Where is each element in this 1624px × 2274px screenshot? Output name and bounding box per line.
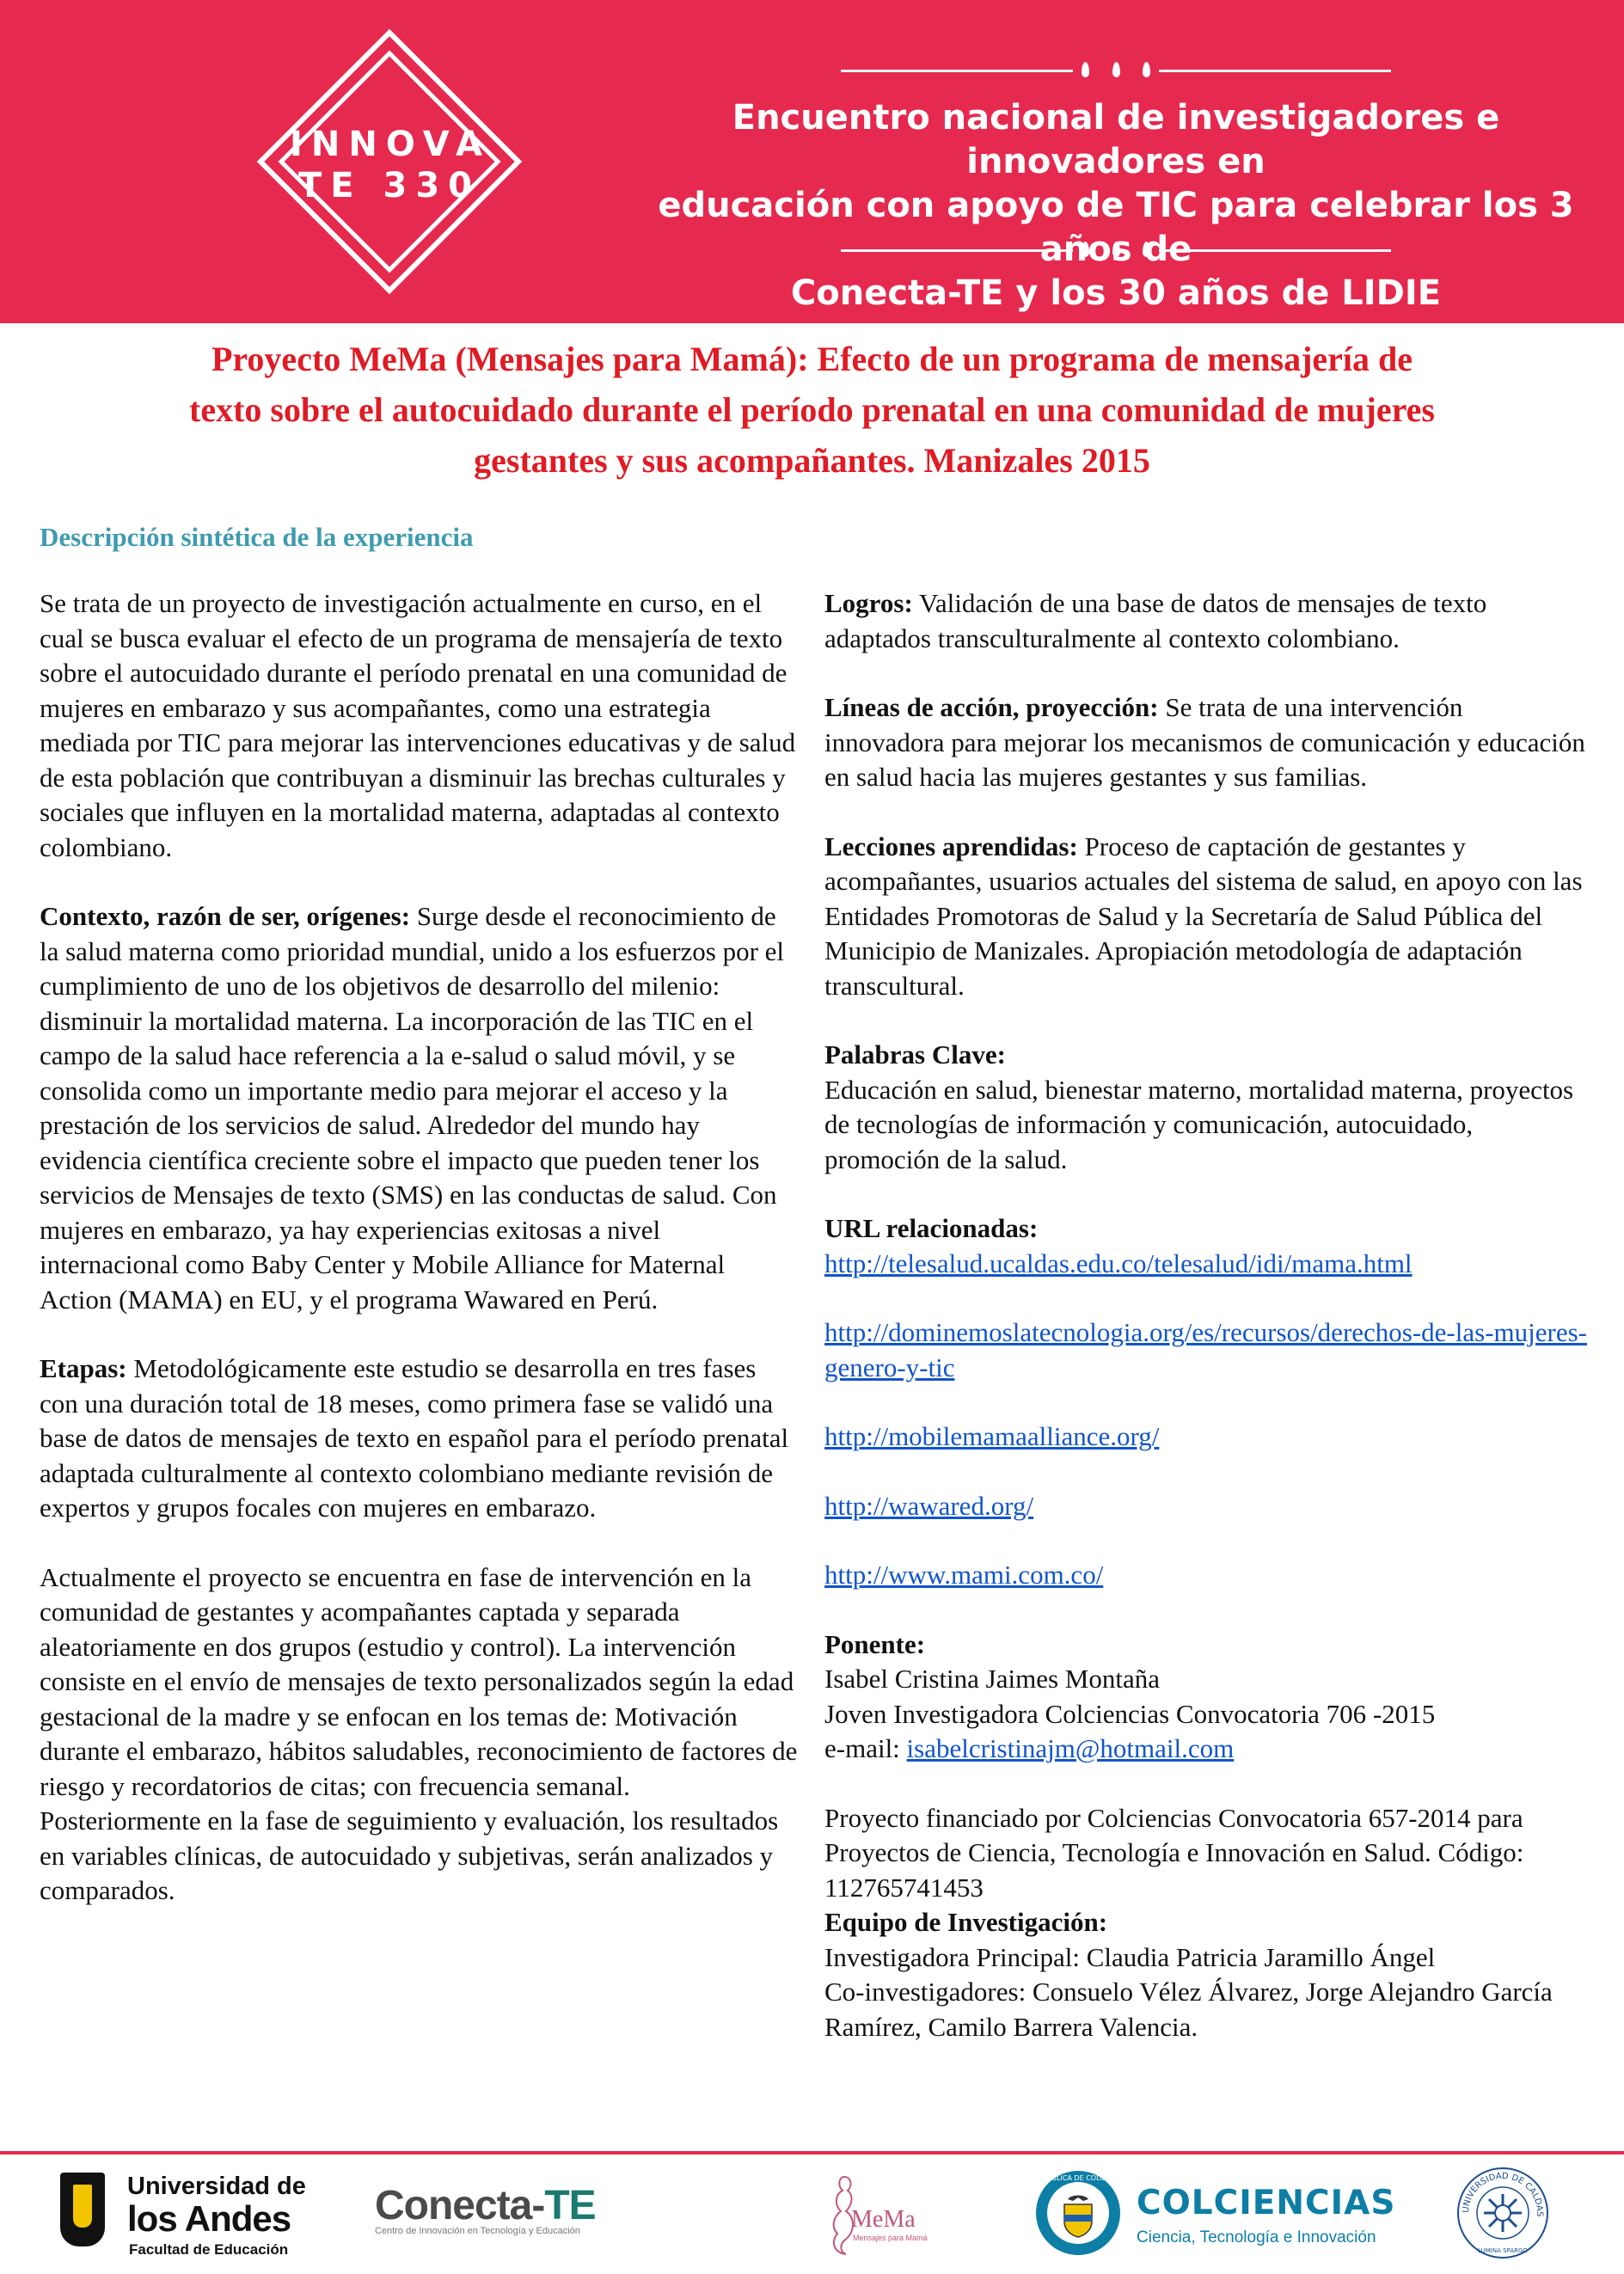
lessons-text: Proceso de captación de gestantes y acompañantes, usuarios actuales del sistema de salud, en apoyo con las Entidades Promotoras de Salud y la Secretaría de Salud Pública del Municipio de Manizales. Apropiación metodología de adaptación transcultural. [824,831,1583,1001]
speaker-label: Ponente: [824,1628,926,1659]
email-link[interactable]: isabelcristinajm@hotmail.com [906,1733,1235,1763]
colciencias-wordmark: COLCIENCIAS [1137,2184,1396,2222]
stages-text: Metodológicamente este estudio se desarrolla en tres fases con una duración total de 18 meses, como primera fase se validó una base de datos de mensajes de texto en español para el período prenatal adaptada culturalmente al contexto colombiano mediante revisión de expertos y grupos focales con mujeres en embarazo. [40,1353,789,1523]
conecta-text: Conecta- [375,2183,545,2228]
team-label: Equipo de Investigación: [824,1907,1108,1937]
lessons-paragraph [824,830,1588,1004]
keywords-text: Educación en salud, bienestar materno, mortalidad materna, proyectos de tecnologías de información y comunicación, autocuidado, promoción de la salud. [824,1074,1574,1174]
uniandes-logo [60,2173,318,2259]
keywords-paragraph [824,1038,1588,1177]
conecta-te-subtitle: Centro de Innovación en Tecnología y Educación [375,2226,580,2236]
left-column [40,586,798,1909]
stages-label: Etapas: [40,1353,127,1383]
uniandes-line1: Universidad de [127,2173,306,2200]
action-lines-paragraph [824,690,1588,795]
url-paragraph [824,1558,1588,1593]
decorative-divider-top [841,62,1391,79]
team-paragraph [824,1905,1588,2044]
logo-text-te330: TE 330 [297,166,481,205]
action-lines-text: Se trata de una intervención innovadora para mejorar los mecanismos de comunicación y educación en salud hacia las mujeres gestantes y sus familias. [824,692,1585,792]
current-phase-paragraph: Actualmente el proyecto se encuentra en fase de intervención en la comunidad de gestantes y acompañantes captada y separada aleatoriamente en dos grupos (estudio y control). La intervención consiste en el envío de mensajes de texto personalizados según la edad gestacional de la madre y se enfocan en los temas de: Motivación durante el embarazo, hábitos saludables, reconocimiento de factores de riesgo y recordatorios de citas; con frecuencia semanal. Posteriormente en la fase de seguimiento y evaluación, los resultados en variables clínicas, de autocuidado y subjetivas, serán analizados y comparados. [40,1561,798,1905]
mema-logo [825,2168,946,2258]
conecta-te-logo [375,2182,624,2242]
url-link[interactable]: http://wawared.org/ [824,1490,1034,1521]
colombia-coat-of-arms-icon [1033,2168,1123,2258]
speaker-role: Joven Investigadora Colciencias Convocatoria 706 -2015 [824,1698,1436,1729]
email-label: e-mail: [824,1733,907,1763]
funding-paragraph: Proyecto financiado por Colciencias Convocatoria 657-2014 para Proyectos de Ciencia, Tecnología e Innovación en Salud. Código: 112765741453 [824,1802,1524,1903]
context-text: Surge desde el reconocimiento de la salud materna como prioridad mundial, unido a los esfuerzos por el cumplimiento de uno de los objetivos de desarrollo del milenio: disminuir la mortalidad materna. La incorporación de las TIC en el campo de la salud hace referencia a la e-salud o salud móvil, y se consolida como un importante medio para mejorar el acceso y la prestación de los servicios de salud. Alrededor del mundo hay evidencia científica creciente sobre el impacto que pueden tener los servicios de Mensajes de texto (SMS) en las conductas de salud. Con mujeres en embarazo, ya hay experiencias exitosas a nivel internacional como Baby Center y Mobile Alliance for Maternal Action (MAMA) en EU, y el programa Wawared en Perú. [40,901,785,1315]
lessons-label: Lecciones aprendidas: [824,831,1078,861]
right-column [824,586,1588,2044]
speaker-paragraph [824,1627,1588,1767]
event-line: Encuentro nacional de investigadores e innovadores en [732,98,1500,181]
conecta-te-text: TE [544,2183,596,2228]
achievements-text: Validación de una base de datos de mensajes de texto adaptados transculturalmente al contexto colombiano. [824,588,1487,653]
uniandes-line3: Facultad de Educación [129,2241,289,2258]
footer-divider [0,2151,1624,2154]
url-paragraph [824,1315,1588,1385]
title-line: gestantes y sus acompañantes. Manizales 2015 [474,441,1150,480]
uniandes-line2: los Andes [127,2198,291,2239]
ucaldas-seal-icon [1456,2167,1549,2259]
mema-wordmark: MeMa [851,2206,916,2233]
event-line: Conecta-TE y los 30 años de LIDIE [790,273,1442,313]
uniandes-shield-icon [60,2173,105,2246]
decorative-divider-bottom [841,242,1391,259]
context-label: Contexto, razón de ser, orígenes: [40,901,411,931]
event-description [619,96,1613,316]
keywords-label: Palabras Clave: [824,1039,1006,1070]
context-paragraph [40,899,798,1317]
team-principal: Investigadora Principal: Claudia Patricia Jaramillo Ángel [824,1941,1436,1972]
url-paragraph [824,1419,1588,1455]
url-link[interactable]: http://www.mami.com.co/ [824,1560,1104,1590]
document-title [34,334,1590,486]
url-link[interactable]: http://telesalud.ucaldas.edu.co/telesalud/idi/mama.html [824,1247,1413,1278]
ucaldas-seal [1456,2167,1549,2259]
stages-paragraph [40,1352,798,1526]
title-line: texto sobre el autocuidado durante el período prenatal en una comunidad de mujeres [189,390,1435,429]
ucaldas-ring-text: UNIVERSIDAD DE CALDAS [1461,2171,1545,2217]
intro-paragraph: Se trata de un proyecto de investigación actualmente en curso, en el cual se busca evaluar el efecto de un programa de mensajería de texto sobre el autocuidado durante el período prenatal en una comunidad de mujeres en embarazo y sus acompañantes, como una estrategia mediada por TIC para mejorar las intervenciones educativas y de salud de esta población que contribuyan a disminuir las brechas culturales y sociales que influyen en la mortalidad materna, adaptadas al contexto colombiano. [40,588,796,862]
colciencias-logo [1033,2168,1396,2258]
achievements-label: Logros: [824,588,913,618]
logo-text-innova: INNOVA [290,125,491,164]
event-line: educación con apoyo de TIC para celebrar los 3 de [658,186,1574,269]
colombia-ring-text: REPÚBLICA DE COLOMBIA [1033,2174,1123,2182]
speaker-name: Isabel Cristina Jaimes Montaña [824,1664,1160,1694]
ucaldas-motto: LUMINA SPARGO [1478,2247,1528,2254]
urls-paragraph [824,1211,1588,1281]
title-line: Proyecto MeMa (Mensajes para Mamá): Efecto de un programa de mensajería de [211,340,1413,378]
team-co-investigators: Co-investigadores: Consuelo Vélez Álvarez, Jorge Alejandro García Ramírez, Camilo Barrera Valencia. [824,1977,1553,2042]
achievements-paragraph [824,586,1588,656]
mema-tagline: Mensajes para Mamá [853,2234,928,2242]
conecta-te-wordmark [375,2182,624,2229]
header-banner [0,0,1624,323]
colciencias-tagline: Ciencia, Tecnología e Innovación [1137,2228,1376,2246]
urls-label: URL relacionadas: [824,1213,1039,1243]
action-lines-label: Líneas de acción, proyección: [824,692,1159,722]
url-link[interactable]: http://mobilemamaalliance.org/ [824,1421,1160,1451]
url-link[interactable]: http://dominemoslatecnologia.org/es/recursos/derechos-de-las-mujeres-genero-y-tic [824,1317,1587,1382]
url-paragraph [824,1489,1588,1524]
section-heading: Descripción sintética de la experiencia [40,522,474,552]
